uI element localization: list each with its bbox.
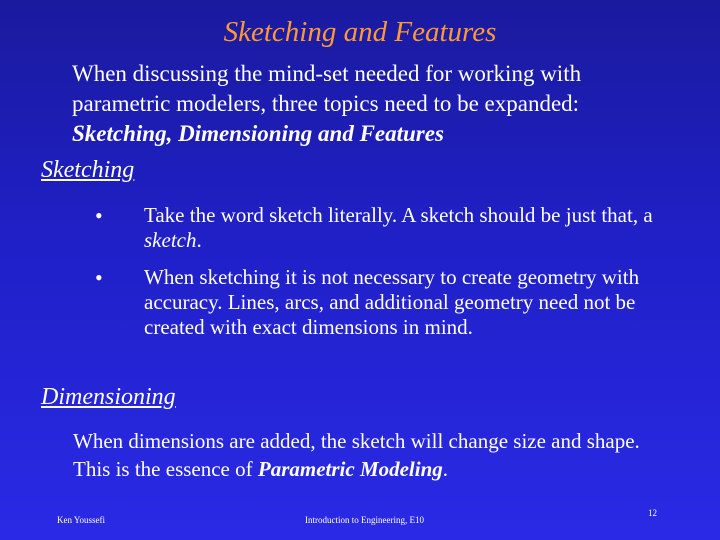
intro-lead: When discussing the mind-set needed for working with parametric modelers, three topics need to be expanded: — [72, 61, 582, 116]
section-heading-sketching: Sketching — [41, 157, 135, 183]
bullet-emph: sketch — [144, 228, 197, 252]
intro-paragraph — [72, 59, 672, 149]
dimensioning-emph: Parametric Modeling — [257, 457, 443, 481]
footer-course: Introduction to Engineering, E10 — [305, 515, 424, 525]
dimensioning-text: When dimensions are added, the sketch will change size and shape. This is the essence of — [73, 429, 640, 481]
section-heading-dimensioning: Dimensioning — [41, 384, 176, 410]
bullet-text: Take the word sketch literally. A sketch should be just that, a — [144, 203, 653, 227]
bullet-text-end: . — [196, 228, 202, 252]
intro-topics: Sketching, Dimensioning and Features — [72, 121, 444, 146]
bullet-marker: • — [95, 203, 103, 228]
bullet-item — [144, 203, 664, 253]
footer-page-number: 12 — [648, 508, 657, 518]
bullet-marker: • — [95, 265, 103, 290]
slide-title: Sketching and Features — [223, 16, 497, 48]
footer-author: Ken Youssefi — [57, 515, 106, 525]
dimensioning-paragraph — [73, 427, 673, 483]
bullet-item: When sketching it is not necessary to create geometry with accuracy. Lines, arcs, and additional geometry need not be created with exact dimensions in mind. — [144, 265, 640, 339]
dimensioning-text-end: . — [442, 457, 449, 481]
